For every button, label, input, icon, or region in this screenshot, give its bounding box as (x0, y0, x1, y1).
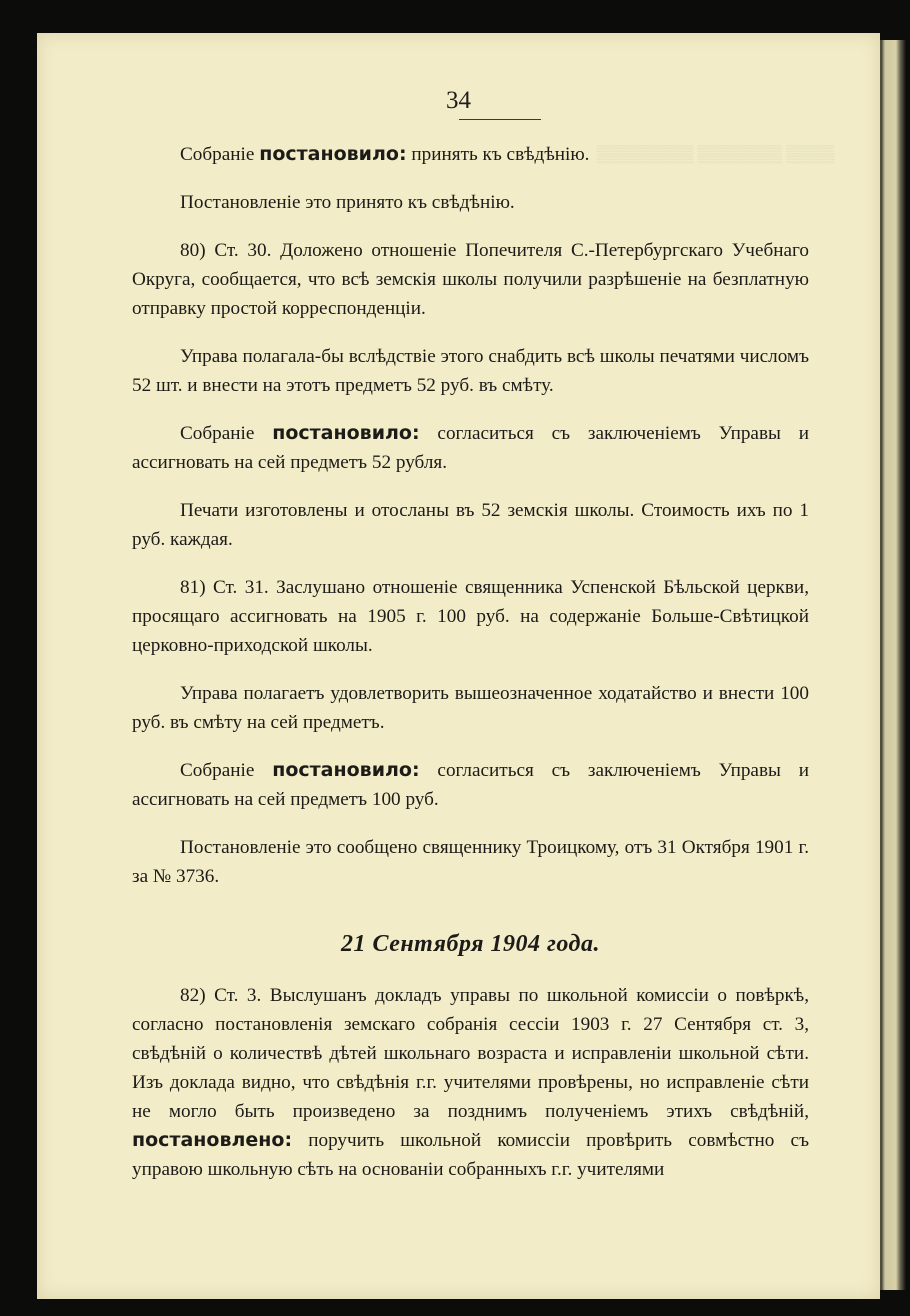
paragraph-text: 81) Ст. 31. Заслушано отношеніе священника Успенской Бѣльской церкви, просящаго ассигновать на 1905 г. 100 руб. на содержаніе Больше-Свѣтицкой церковно-приходской школы. (132, 577, 809, 656)
paragraph (132, 573, 809, 660)
paragraph (132, 496, 809, 554)
paragraph-text: принять къ свѣдѣнію. (406, 144, 590, 165)
paragraph (132, 679, 809, 737)
paragraph-text: Печати изготовлены и отосланы въ 52 земскія школы. Стоимость ихъ по 1 руб. каждая. (132, 500, 809, 550)
bold-keyword: постановило: (272, 422, 420, 444)
paragraph-text: Собраніе (180, 760, 273, 781)
paragraph-text: согласиться съ заключеніемъ Управы и ассигновать на сей предметъ 100 руб. (132, 760, 809, 810)
paragraph (132, 236, 809, 323)
paragraph-text: 21 Сентября 1904 года. (341, 931, 600, 957)
paragraph-text: Управа полагала-бы вслѣдствіе этого снабдить всѣ школы печатями числомъ 52 шт. и внести на этотъ предметъ 52 руб. въ смѣту. (132, 346, 809, 396)
paragraph-text: 82) Ст. 3. Выслушанъ докладъ управы по школьной комиссіи о повѣркѣ, согласно постановленія земскаго собранія сессіи 1903 г. 27 Сентября ст. 3, свѣдѣній о количествѣ дѣтей школьнаго возраста и исправленіи школьной сѣти. Изъ доклада видно, что свѣдѣнія г.г. учителями провѣрены, но исправленіе сѣти не могло быть произведено за позднимъ полученіемъ этихъ свѣдѣній, (132, 985, 809, 1122)
bold-keyword: постановило: (272, 759, 420, 781)
paragraph (132, 140, 809, 169)
paragraph-text: Постановленіе это принято къ свѣдѣнію. (180, 192, 515, 213)
document-page (37, 33, 880, 1299)
bold-keyword: постановлено: (132, 1129, 293, 1151)
date-heading (132, 929, 809, 959)
paragraph (132, 981, 809, 1184)
paragraph (132, 188, 809, 217)
page-number: 34 (446, 87, 471, 114)
body-text (132, 140, 809, 1184)
paragraph (132, 342, 809, 400)
paragraph-text: 80) Ст. 30. Доложено отношеніе Попечителя С.-Петербургскаго Учебнаго Округа, сообщается, что всѣ земскія школы получили разрѣшеніе на безплатную отправку простой корреспонденціи. (132, 240, 809, 319)
paragraph (132, 833, 809, 891)
paragraph-text: Постановленіе это сообщено священнику Троицкому, отъ 31 Октября 1901 г. за № 3736. (132, 837, 809, 887)
paragraph (132, 756, 809, 814)
bleed-through-text: ▒▒▒▒ ▒▒▒▒▒▒▒ ▒▒▒▒▒▒▒▒ (597, 144, 835, 163)
paragraph (132, 419, 809, 477)
paragraph-text: поручить школьной комиссіи провѣрить совмѣстно съ управою школьную сѣть на основаніи собранныхъ г.г. учителями (132, 1130, 809, 1180)
paragraph-text: согласиться съ заключеніемъ Управы и ассигновать на сей предметъ 52 рубля. (132, 423, 809, 473)
paragraph-text: Управа полагаетъ удовлетворить вышеозначенное ходатайство и внести 100 руб. въ смѣту на сей предметъ. (132, 683, 809, 733)
paragraph-text: Собраніе (180, 144, 260, 165)
bold-keyword: постановило: (259, 143, 407, 165)
paragraph-text: Собраніе (180, 423, 273, 444)
page-number-rule (459, 119, 541, 120)
